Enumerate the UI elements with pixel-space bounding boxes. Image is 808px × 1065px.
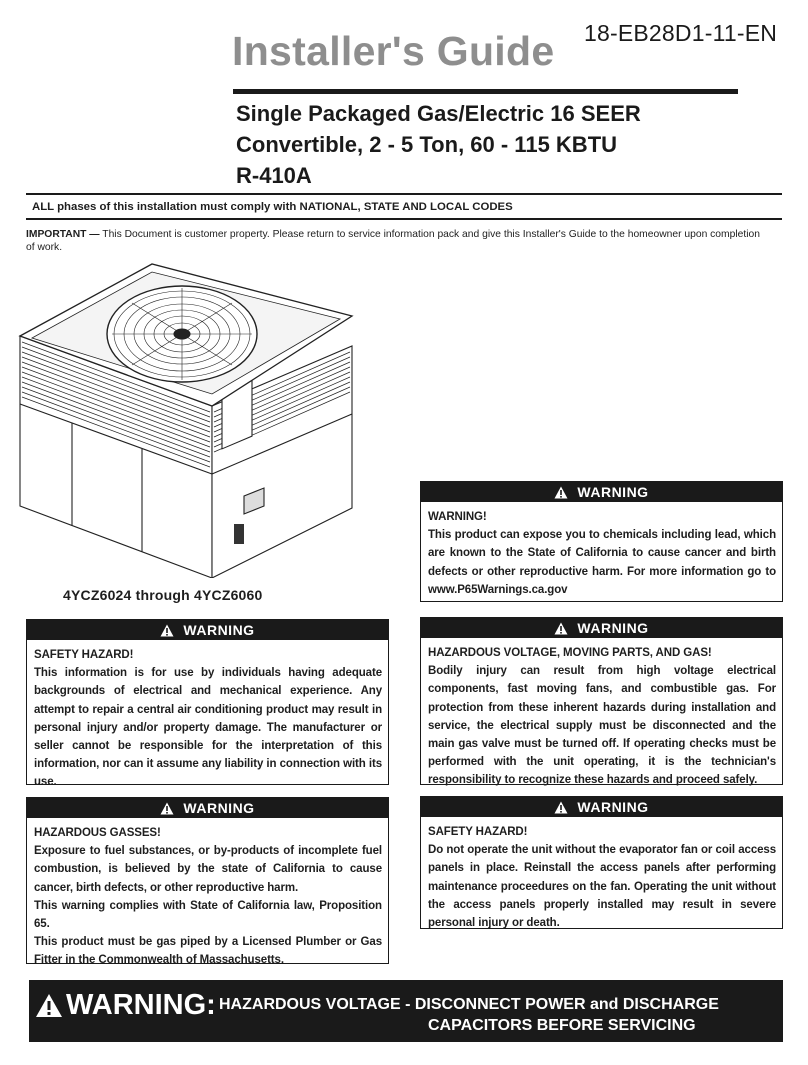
document-number: 18-EB28D1-11-EN	[584, 20, 778, 46]
warning-triangle-icon	[554, 622, 568, 635]
divider	[26, 193, 782, 195]
warning-body	[421, 502, 782, 599]
warning-body	[421, 817, 782, 932]
warning-triangle-icon	[554, 801, 568, 814]
warning-box-p65	[420, 481, 783, 602]
model-range-caption: 4YCZ6024 through 4YCZ6060	[63, 587, 263, 603]
banner-text: HAZARDOUS VOLTAGE - DISCONNECT POWER and DISCHARGE	[219, 996, 719, 1013]
warning-header-label: WARNING	[577, 799, 649, 815]
warning-body	[27, 818, 388, 970]
warning-body	[421, 638, 782, 790]
guide-title: Installer's Guide	[232, 28, 555, 74]
warning-text: This product can expose you to chemicals including lead, which are known to the State of California to cause cancer and birth defects or other reproductive harm. For more information go to www.P65Warnings.ca.gov	[428, 529, 776, 596]
warning-header-label: WARNING	[577, 620, 649, 636]
warning-triangle-icon	[554, 486, 568, 499]
warning-body	[27, 640, 388, 792]
warning-title: HAZARDOUS GASSES!	[34, 827, 161, 839]
warning-header	[421, 482, 782, 502]
warning-text: Bodily injury can result from high voltage electrical components, fast moving fans, and combustible gas. For protection from these inherent hazards during installation and service, the electrical supply must be disconnected and the main gas valve must be turned off. If operating checks must be performed with the unit operating, it is the technician's responsibility to recognize these hazards and proceed safely.	[428, 665, 776, 787]
warning-header-label: WARNING	[183, 622, 255, 638]
warning-triangle-icon	[35, 993, 63, 1018]
product-title-line: Convertible, 2 - 5 Ton, 60 - 115 KBTU	[236, 132, 618, 157]
banner-text: CAPACITORS BEFORE SERVICING	[428, 1017, 696, 1034]
warning-header	[421, 618, 782, 638]
product-title-line: R-410A	[236, 163, 312, 188]
divider	[26, 218, 782, 220]
warning-box-hazardous-voltage	[420, 617, 783, 785]
warning-triangle-icon	[160, 624, 174, 637]
product-title	[236, 98, 641, 191]
warning-title: SAFETY HAZARD!	[34, 649, 134, 661]
product-title-line: Single Packaged Gas/Electric 16 SEER	[236, 101, 641, 126]
warning-header-label: WARNING	[577, 484, 649, 500]
warning-text: This information is for use by individuals having adequate backgrounds of electrical and mechanical experience. Any attempt to repair a central air conditioning product may result in personal injury and/or property damage. The manufacturer or seller cannot be responsible for the interpretation of this information, nor can it assume any liability in connection with its use.	[34, 667, 382, 789]
warning-header	[27, 798, 388, 818]
warning-header	[27, 620, 388, 640]
warning-box-access-panels	[420, 796, 783, 929]
warning-box-hazardous-gasses	[26, 797, 389, 967]
important-text: This Document is customer property. Please return to service information pack and give this Installer's Guide to the homeowner upon completion of work.	[26, 229, 760, 253]
warning-title: HAZARDOUS VOLTAGE, MOVING PARTS, AND GAS!	[428, 647, 712, 659]
packaged-unit-illustration	[12, 256, 372, 583]
warning-title: WARNING!	[428, 511, 487, 523]
warning-header-label: WARNING	[183, 800, 255, 816]
warning-triangle-icon	[160, 802, 174, 815]
warning-text: This product must be gas piped by a Licensed Plumber or Gas Fitter in the Commonwealth of Massachusetts.	[34, 936, 382, 967]
important-label: IMPORTANT —	[26, 229, 100, 240]
banner-warning-label	[35, 989, 216, 1022]
title-rule	[233, 89, 738, 94]
banner-label: WARNING:	[66, 989, 216, 1021]
warning-box-safety-hazard	[26, 619, 389, 789]
warning-text: Do not operate the unit without the evaporator fan or coil access panels in place. Reinstall the access panels after performing maintenance proceedures on the fan. Operating the unit without the access panels properly installed may result in severe personal injury or death.	[428, 844, 776, 930]
compliance-notice: ALL phases of this installation must comply with NATIONAL, STATE AND LOCAL CODES	[32, 201, 513, 213]
important-notice	[26, 228, 766, 254]
warning-text: Exposure to fuel substances, or by-products of incomplete fuel combustion, is believed by the state of California to cause cancer, birth defects, or other reproductive harm.	[34, 845, 382, 894]
warning-text: This warning complies with State of California law, Proposition 65.	[34, 899, 382, 931]
warning-header	[421, 797, 782, 817]
voltage-warning-banner	[29, 980, 783, 1042]
warning-title: SAFETY HAZARD!	[428, 826, 528, 838]
